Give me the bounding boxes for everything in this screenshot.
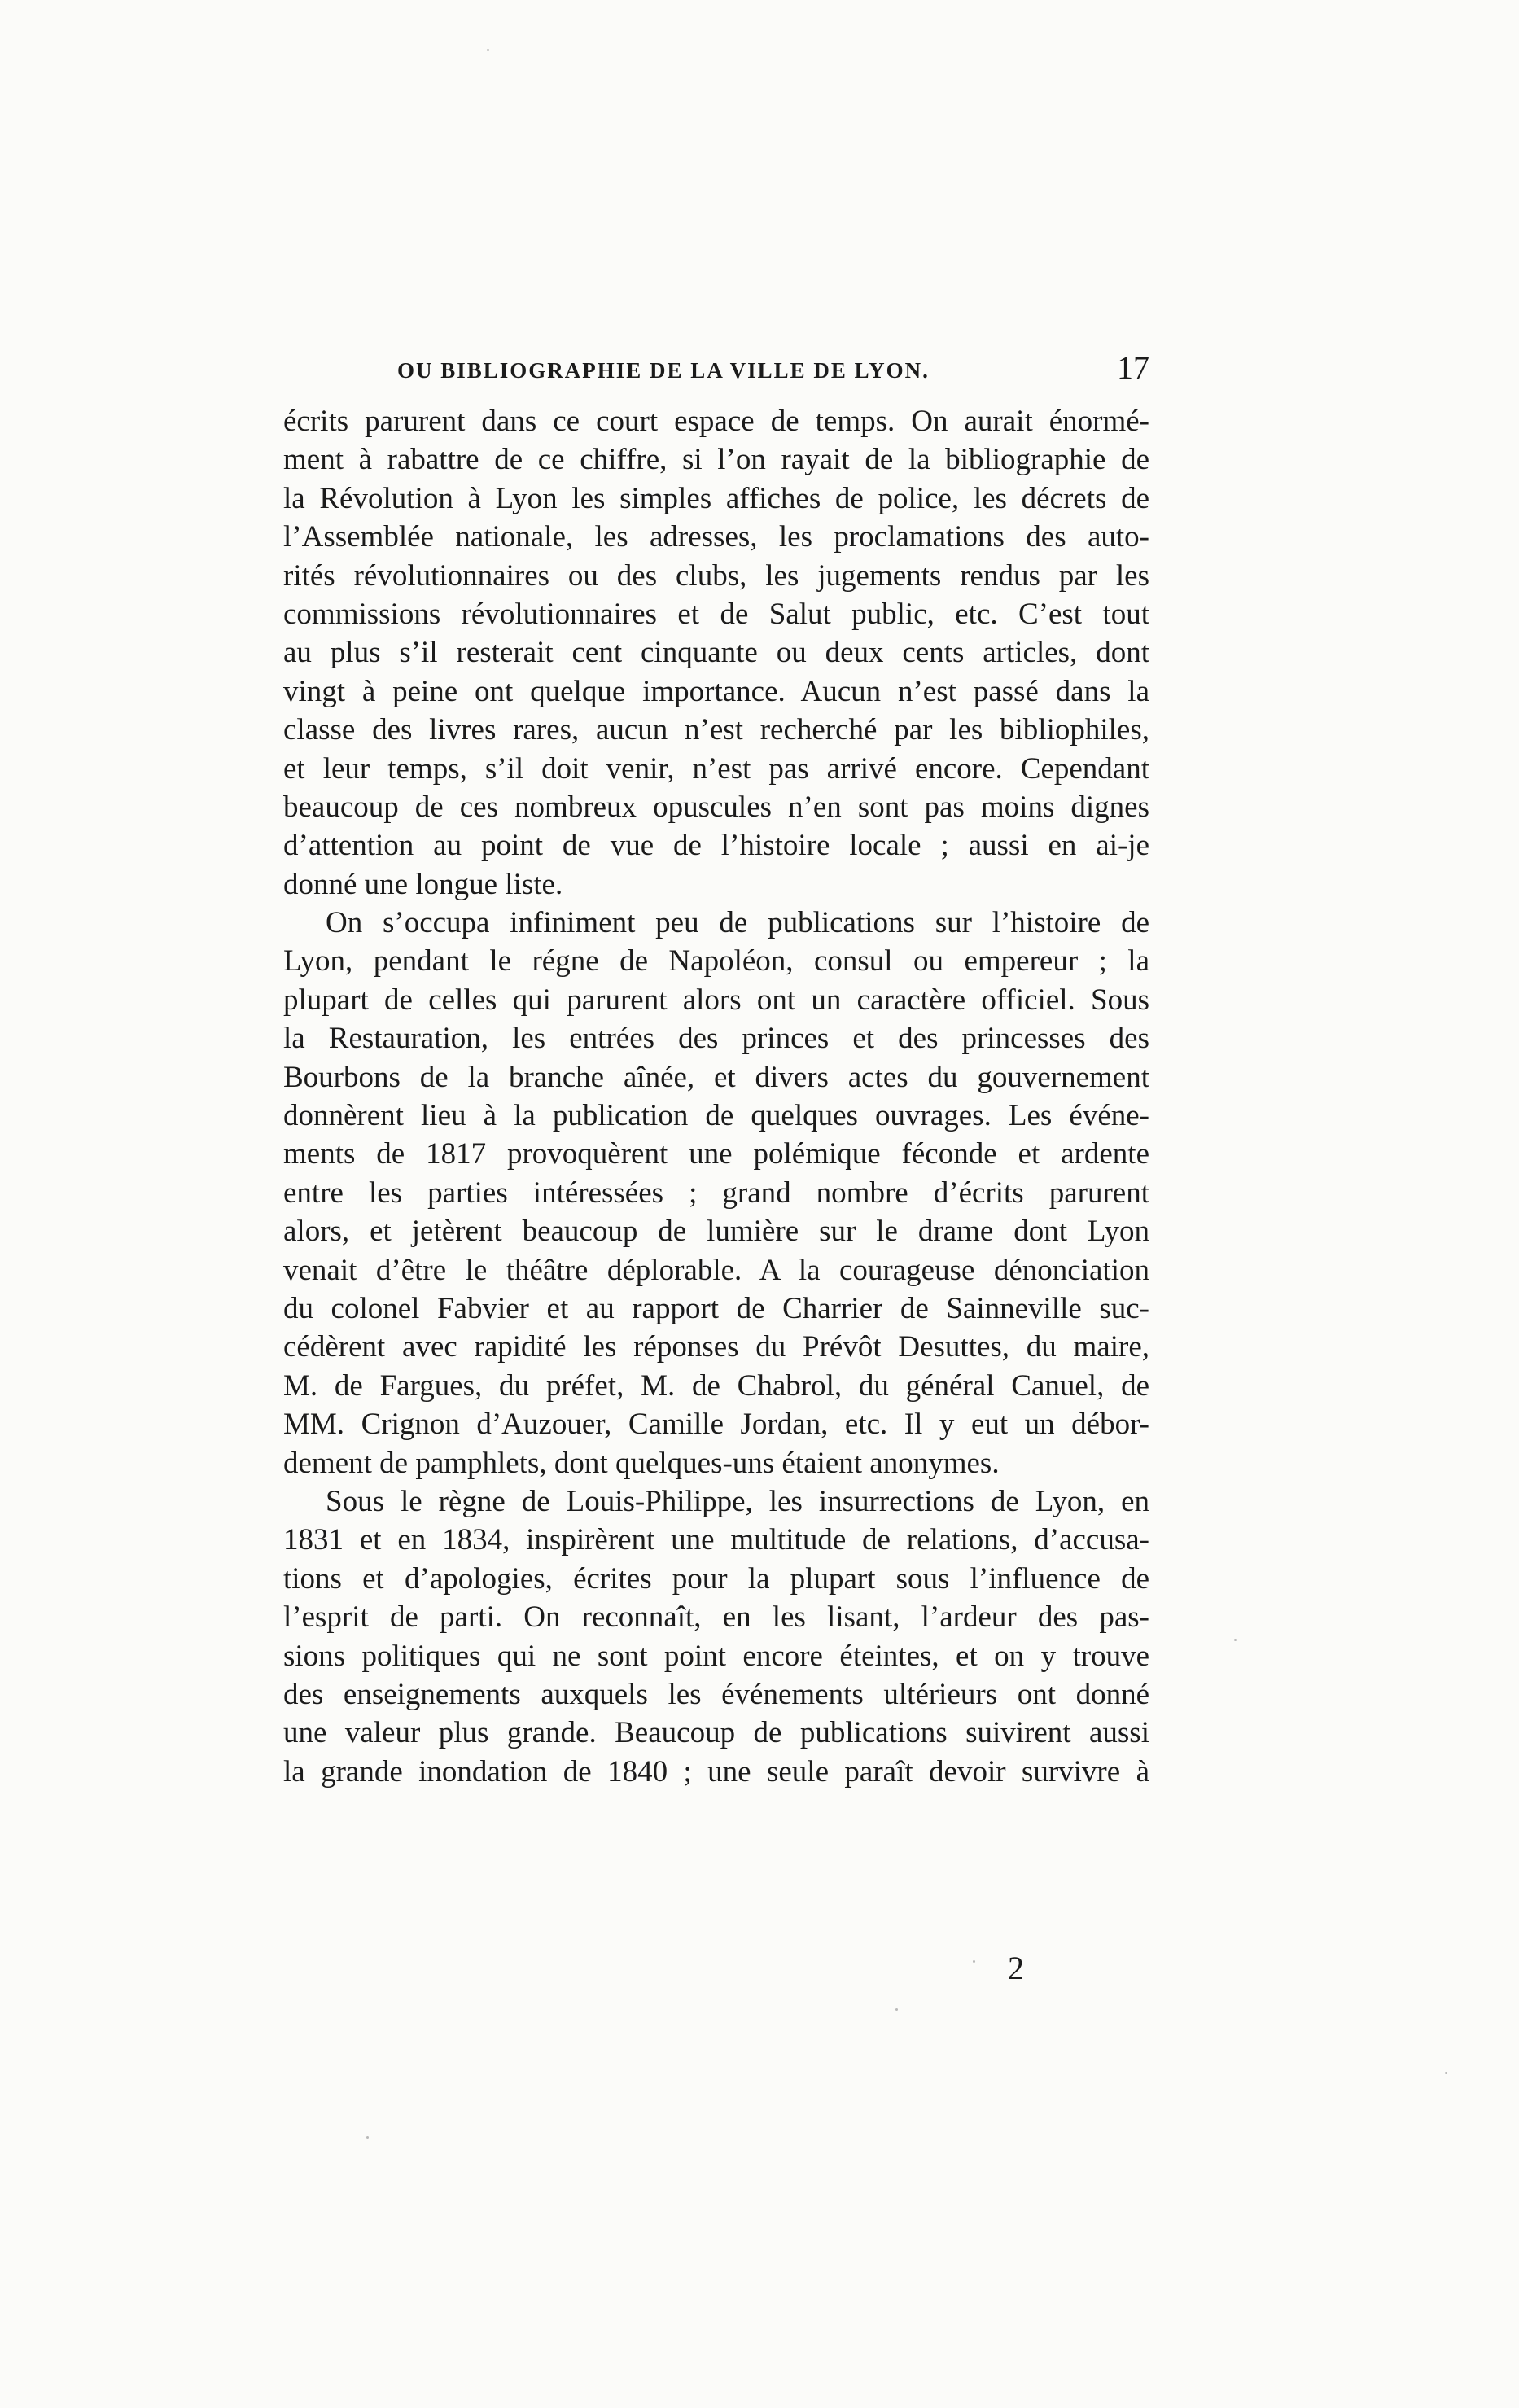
paper-speck [487,49,489,51]
text-line: sions politiques qui ne sont point encore éteintes, et on y trouve [283,1639,1149,1673]
text-line: au plus s’il resterait cent cinquante ou deux cents articles, dont [283,636,1149,670]
text-line: MM. Crignon d’Auzouer, Camille Jordan, etc. Il y eut un débor- [283,1408,1149,1442]
text-line: donné une longue liste. [283,867,563,901]
paper-speck [366,2136,369,2139]
text-line: ment à rabattre de ce chiffre, si l’on rayait de la bibliographie de [283,443,1149,477]
text-line: alors, et jetèrent beaucoup de lumière sur le drame dont Lyon [283,1215,1149,1249]
page-number: 17 [1117,349,1149,386]
text-line: Lyon, pendant le régne de Napoléon, consul ou empereur ; la [283,944,1149,979]
text-line: venait d’être le théâtre déplorable. A la courageuse dénonciation [283,1253,1149,1287]
paragraph-1 [283,402,1149,904]
text-line: et leur temps, s’il doit venir, n’est pas arrivé encore. Cependant [283,751,1149,786]
text-line: 1831 et en 1834, inspirèrent une multitude de relations, d’accusa- [283,1523,1149,1557]
text-line: donnèrent lieu à la publication de quelques ouvrages. Les événe- [283,1099,1149,1133]
text-line: vingt à peine ont quelque importance. Aucun n’est passé dans la [283,674,1149,708]
text-line: d’attention au point de vue de l’histoire locale ; aussi en ai-je [283,829,1149,863]
paper-speck [1234,1639,1237,1641]
text-line: Sous le règne de Louis-Philippe, les insurrections de Lyon, en [326,1484,1149,1518]
text-line: beaucoup de ces nombreux opuscules n’en sont pas moins dignes [283,790,1149,824]
text-line: Bourbons de la branche aînée, et divers actes du gouvernement [283,1060,1149,1094]
paper-speck [1445,2072,1447,2074]
paper-speck [895,2008,898,2011]
signature-mark: 2 [1008,1950,1024,1986]
text-line: une valeur plus grande. Beaucoup de publications suivirent aussi [283,1716,1149,1750]
text-line: entre les parties intéressées ; grand nombre d’écrits parurent [283,1176,1149,1210]
text-line: du colonel Fabvier et au rapport de Charrier de Sainneville suc- [283,1291,1149,1325]
text-line: classe des livres rares, aucun n’est recherché par les bibliophiles, [283,713,1149,747]
text-line: rités révolutionnaires ou des clubs, les jugements rendus par les [283,558,1149,593]
text-line: cédèrent avec rapidité les réponses du Prévôt Desuttes, du maire, [283,1330,1149,1364]
text-line: ments de 1817 provoquèrent une polémique féconde et ardente [283,1137,1149,1171]
text-line: des enseignements auxquels les événements ultérieurs ont donné [283,1677,1149,1711]
text-line: commissions révolutionnaires et de Salut public, etc. C’est tout [283,597,1149,631]
text-line: On s’occupa infiniment peu de publications sur l’histoire de [326,906,1149,940]
text-line: tions et d’apologies, écrites pour la plupart sous l’influence de [283,1561,1149,1596]
paragraph-2 [283,904,1149,1482]
text-line: dement de pamphlets, dont quelques-uns étaient anonymes. [283,1446,1000,1480]
running-title: OU BIBLIOGRAPHIE DE LA VILLE DE LYON. [397,358,930,383]
paper-speck [973,1960,975,1963]
running-head [283,349,1149,401]
text-line: plupart de celles qui parurent alors ont un caractère officiel. Sous [283,983,1149,1017]
body-text [283,402,1149,1791]
text-line: la Révolution à Lyon les simples affiches de police, les décrets de [283,481,1149,515]
paragraph-3 [283,1482,1149,1791]
text-line: écrits parurent dans ce court espace de temps. On aurait énormé- [283,405,1149,438]
text-line: l’esprit de parti. On reconnaît, en les lisant, l’ardeur des pas- [283,1600,1149,1635]
text-line: M. de Fargues, du préfet, M. de Chabrol, du général Canuel, de [283,1368,1149,1403]
text-line: la Restauration, les entrées des princes et des princesses des [283,1022,1149,1056]
text-line: l’Assemblée nationale, les adresses, les proclamations des auto- [283,520,1149,554]
text-line: la grande inondation de 1840 ; une seule paraît devoir survivre à [283,1754,1149,1788]
